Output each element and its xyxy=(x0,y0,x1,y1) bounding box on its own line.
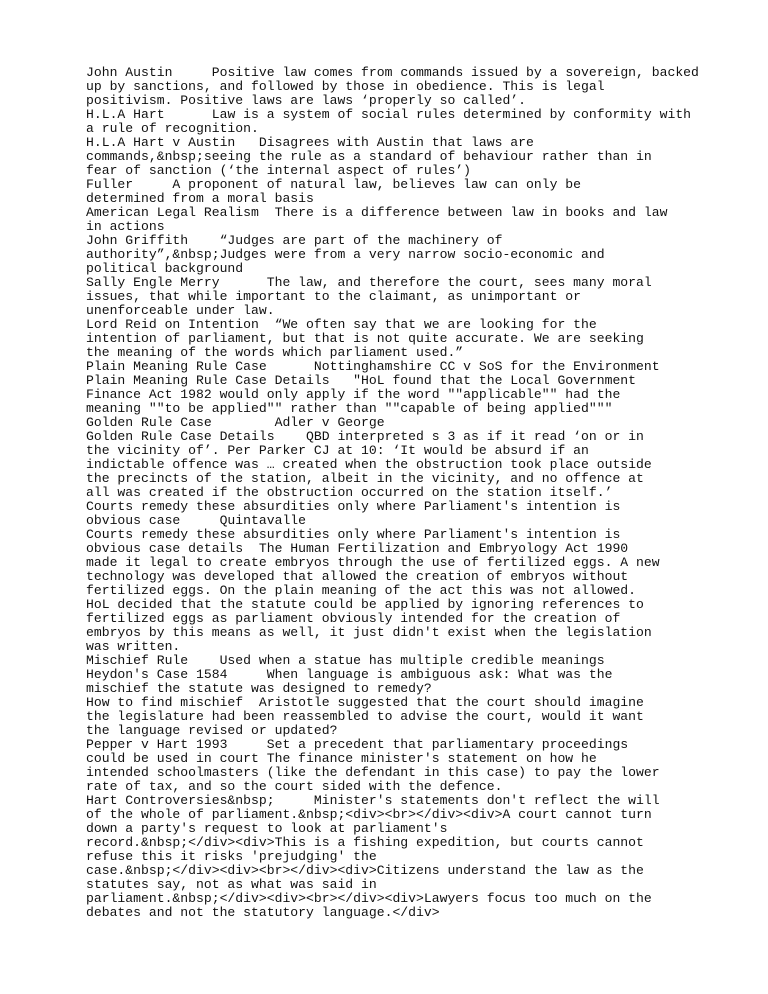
text-line: debates and not the statutory language.</div> xyxy=(86,905,440,920)
text-line: H.L.A Hart Law is a system of social rules determined by conformity with xyxy=(86,107,692,122)
text-line: parliament.&nbsp;</div><div><br></div><div>Lawyers focus too much on the xyxy=(86,891,652,906)
text-line: Sally Engle Merry The law, and therefore the court, sees many moral xyxy=(86,275,652,290)
text-line: positivism. Positive laws are laws ‘properly so called’. xyxy=(86,93,527,108)
text-line: commands,&nbsp;seeing the rule as a standard of behaviour rather than in xyxy=(86,149,652,164)
text-line: Golden Rule Case Adler v George xyxy=(86,415,385,430)
text-line: could be used in court The finance minister's statement on how he xyxy=(86,751,597,766)
text-line: embryos by this means as well, it just didn't exist when the legislation xyxy=(86,625,652,640)
text-line: Plain Meaning Rule Case Details "HoL found that the Local Government xyxy=(86,373,637,388)
text-line: Golden Rule Case Details QBD interpreted s 3 as if it read ‘on or in xyxy=(86,429,644,444)
text-line: intention of parliament, but that is not quite accurate. We are seeking xyxy=(86,331,644,346)
text-line: meaning ""to be applied"" rather than ""capable of being applied""" xyxy=(86,401,613,416)
text-line: Heydon's Case 1584 When language is ambiguous ask: What was the xyxy=(86,667,613,682)
text-line: Lord Reid on Intention “We often say that we are looking for the xyxy=(86,317,597,332)
text-line: the meaning of the words which parliament used.” xyxy=(86,345,464,360)
text-line: Courts remedy these absurdities only where Parliament's intention is xyxy=(86,527,621,542)
text-line: the legislature had been reassembled to advise the court, would it want xyxy=(86,709,644,724)
text-line: Courts remedy these absurdities only where Parliament's intention is xyxy=(86,499,621,514)
text-line: case.&nbsp;</div><div><br></div><div>Citizens understand the law as the xyxy=(86,863,644,878)
text-line: fertilized eggs as parliament obviously intended for the creation of xyxy=(86,611,621,626)
text-line: the vicinity of’. Per Parker CJ at 10: ‘It would be absurd if an xyxy=(86,443,589,458)
text-line: Fuller A proponent of natural law, believes law can only be xyxy=(86,177,582,192)
text-line: John Griffith “Judges are part of the machinery of xyxy=(86,233,503,248)
text-line: the language revised or updated? xyxy=(86,723,338,738)
text-line: up by sanctions, and followed by those in obedience. This is legal xyxy=(86,79,605,94)
text-line: was written. xyxy=(86,639,181,654)
text-line: record.&nbsp;</div><div>This is a fishing expedition, but courts cannot xyxy=(86,835,644,850)
text-line: American Legal Realism There is a difference between law in books and law xyxy=(86,205,668,220)
text-line: Hart Controversies&nbsp; Minister's statements don't reflect the will xyxy=(86,793,660,808)
text-line: refuse this it risks 'prejudging' the xyxy=(86,849,377,864)
text-line: John Austin Positive law comes from commands issued by a sovereign, backed xyxy=(86,65,699,80)
text-line: fertilized eggs. On the plain meaning of the act this was not allowed. xyxy=(86,583,637,598)
text-line: statutes say, not as what was said in xyxy=(86,877,377,892)
text-line: in actions xyxy=(86,219,165,234)
text-line: Mischief Rule Used when a statue has multiple credible meanings xyxy=(86,653,605,668)
text-line: mischief the statute was designed to remedy? xyxy=(86,681,432,696)
flashcard-text-document xyxy=(86,65,699,920)
text-line: Pepper v Hart 1993 Set a precedent that parliamentary proceedings xyxy=(86,737,629,752)
text-line: fear of sanction (‘the internal aspect of rules’) xyxy=(86,163,472,178)
text-line: a rule of recognition. xyxy=(86,121,259,136)
text-line: How to find mischief Aristotle suggested that the court should imagine xyxy=(86,695,644,710)
text-line: indictable offence was … created when the obstruction took place outside xyxy=(86,457,652,472)
text-line: all was created if the obstruction occurred on the station itself.’ xyxy=(86,485,613,500)
text-line: authority”,&nbsp;Judges were from a very narrow socio-economic and xyxy=(86,247,605,262)
text-line: rate of tax, and so the court sided with the defence. xyxy=(86,779,503,794)
text-line: made it legal to create embryos through the use of fertilized eggs. A new xyxy=(86,555,660,570)
text-line: obvious case details The Human Fertilization and Embryology Act 1990 xyxy=(86,541,629,556)
text-line: technology was developed that allowed the creation of embryos without xyxy=(86,569,629,584)
text-line: unenforceable under law. xyxy=(86,303,275,318)
text-line: down a party's request to look at parliament's xyxy=(86,821,448,836)
text-line: H.L.A Hart v Austin Disagrees with Austin that laws are xyxy=(86,135,534,150)
text-line: political background xyxy=(86,261,244,276)
text-line: issues, that while important to the claimant, as unimportant or xyxy=(86,289,582,304)
text-line: of the whole of parliament.&nbsp;<div><br></div><div>A court cannot turn xyxy=(86,807,652,822)
text-line: Finance Act 1982 would only apply if the word ""applicable"" had the xyxy=(86,387,621,402)
text-line: the precincts of the station, albeit in the vicinity, and no offence at xyxy=(86,471,644,486)
text-line: intended schoolmasters (like the defendant in this case) to pay the lower xyxy=(86,765,660,780)
text-line: obvious case Quintavalle xyxy=(86,513,307,528)
text-line: Plain Meaning Rule Case Nottinghamshire CC v SoS for the Environment xyxy=(86,359,660,374)
text-line: determined from a moral basis xyxy=(86,191,314,206)
text-line: HoL decided that the statute could be applied by ignoring references to xyxy=(86,597,644,612)
